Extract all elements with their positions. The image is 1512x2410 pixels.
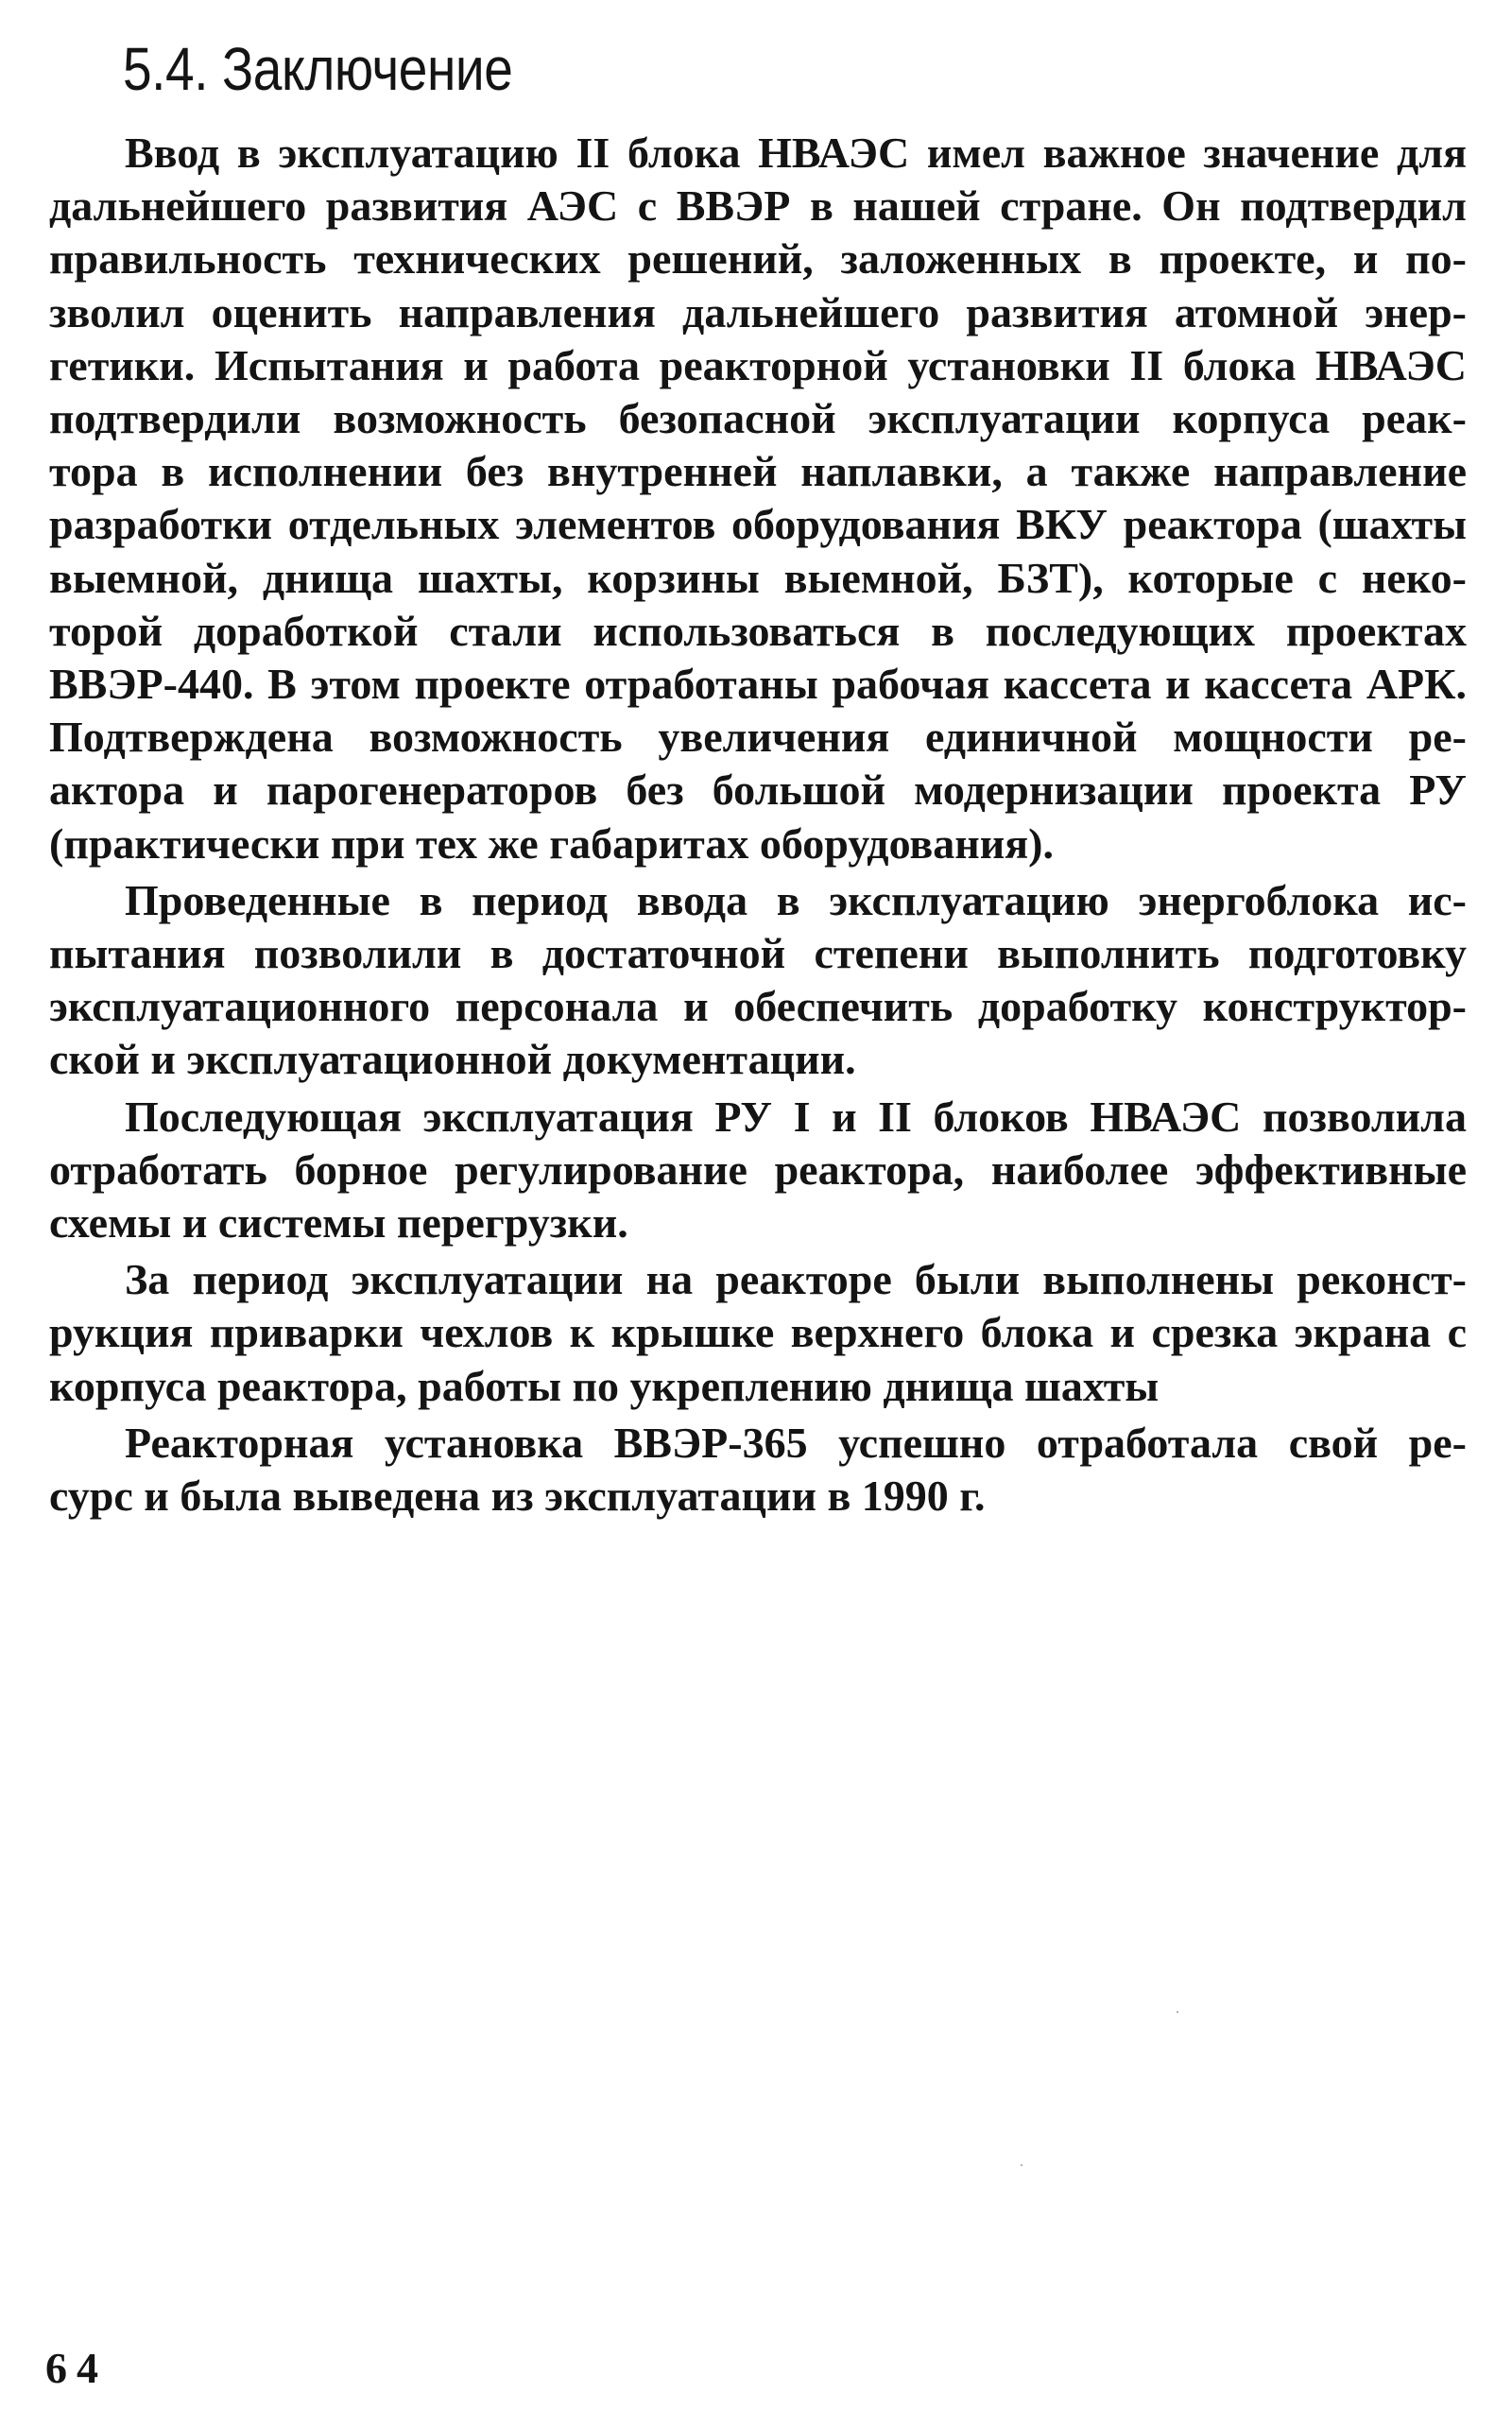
paragraph-line: Последующая эксплуатация РУ I и II блоков НВАЭС позволила [125, 1092, 1467, 1141]
paragraph-line: отработать борное регулирование реактора, наиболее эффективные [49, 1145, 1467, 1194]
paragraph-line: правильность технических решений, заложенных в проекте, и по- [49, 234, 1467, 284]
paragraph-line: Ввод в эксплуатацию II блока НВАЭС имел важное значение для [125, 129, 1467, 177]
paragraph-line: схемы и системы перегрузки. [49, 1198, 628, 1248]
paragraph-5 [49, 1417, 1467, 1523]
paragraph-line: тора в исполнении без внутренней наплавки, а также направление [49, 447, 1467, 496]
paragraph-line: (практически при тех же габаритах оборудования). [49, 818, 1054, 868]
paragraph-line: торой доработкой стали использоваться в последующих проектах [49, 606, 1467, 655]
paragraph-line: Реакторная установка ВВЭР-365 успешно отработала свой ре- [125, 1418, 1467, 1467]
paragraph-line: гетики. Испытания и работа реакторной установки II блока НВАЭС [49, 340, 1467, 389]
scan-speck [1021, 2164, 1022, 2166]
body-text [49, 127, 1467, 1526]
paragraph-line: выемной, днища шахты, корзины выемной, БЗТ), которые с неко- [49, 553, 1467, 602]
paragraph-3 [49, 1091, 1467, 1250]
paragraph-1 [49, 127, 1467, 870]
scan-speck [1177, 2011, 1178, 2013]
paragraph-line: дальнейшего развития АЭС с ВВЭР в нашей стране. Он подтвердил [49, 181, 1467, 231]
paragraph-line: За период эксплуатации на реакторе были выполнены реконст- [125, 1255, 1467, 1304]
paragraph-line: разработки отдельных элементов оборудования ВКУ реактора (шахты [49, 500, 1467, 549]
paragraph-line: ской и эксплуатационной документации. [49, 1035, 856, 1084]
paragraph-line: зволил оценить направления дальнейшего развития атомной энер- [49, 287, 1467, 336]
paragraph-2 [49, 874, 1467, 1087]
paragraph-line: Проведенные в период ввода в эксплуатацию энергоблока ис- [125, 875, 1467, 924]
paragraph-4 [49, 1253, 1467, 1413]
paragraph-line: сурс и была выведена из эксплуатации в 1990 г. [49, 1472, 986, 1521]
section-title: 5.4. Заключение [123, 35, 513, 103]
paragraph-line: подтвердили возможность безопасной эксплуатации корпуса реак- [49, 394, 1467, 443]
paragraph-line: ВВЭР-440. В этом проекте отработаны рабочая кассета и кассета АРК. [49, 660, 1467, 709]
paragraph-line: Подтверждена возможность увеличения единичной мощности ре- [49, 713, 1467, 762]
paragraph-line: эксплуатационного персонала и обеспечить доработку конструктор- [49, 982, 1467, 1031]
paragraph-line: пытания позволили в достаточной степени выполнить подготовку [49, 929, 1467, 978]
paragraph-line: актора и парогенераторов без большой модернизации проекта РУ [49, 766, 1467, 815]
page-number: 64 [45, 2344, 108, 2392]
paragraph-line: рукция приварки чехлов к крышке верхнего блока и срезка экрана с [49, 1308, 1467, 1357]
paragraph-line: корпуса реактора, работы по укреплению днища шахты [49, 1361, 1160, 1410]
